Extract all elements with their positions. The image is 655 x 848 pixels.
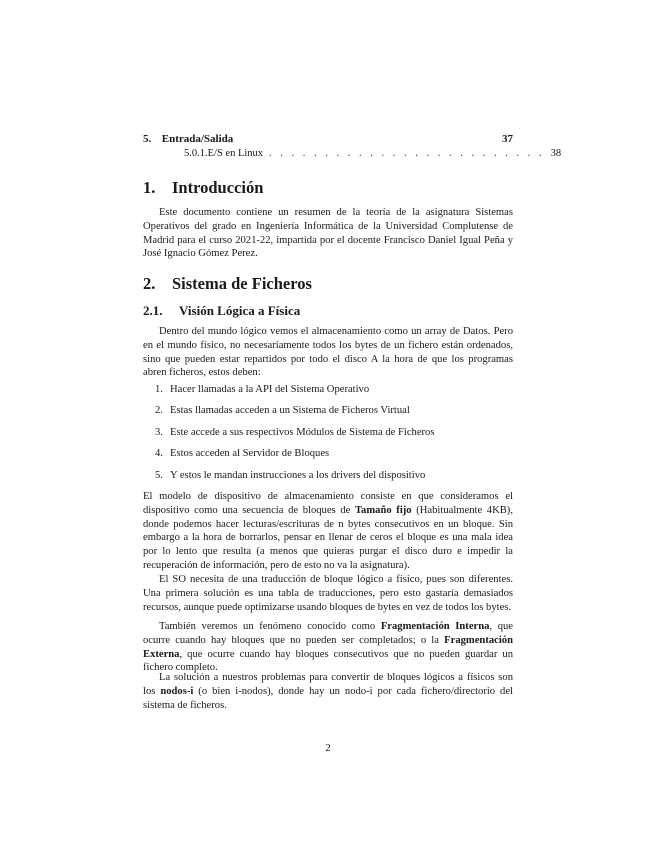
subsection-number: 2.1. (143, 303, 163, 318)
toc-section-title: E/S en Linux (207, 148, 264, 159)
subsection-title: Visión Lógica a Física (179, 303, 301, 318)
section-number: 2. (143, 274, 156, 293)
toc-chapter-number: 5. (143, 133, 152, 145)
page-number: 2 (325, 743, 331, 754)
storage-model-paragraph: El modelo de dispositivo de almacenamiento consiste en que consideramos el dispositivo como una secuencia de bloques de Tamaño fijo (Habitualmente 4KB), donde podemos hacer lecturas/escrituras de n bytes consecutivos en un bloque. Sin embargo a la hora de borrarlos, pensar en llenar de ceros el bloque es una mala idea por lo lento que resulta (a menos que quieras purgar el disco duro e impedir la recuperación de información, pero de esto no va la asignatura). (143, 491, 513, 571)
logical-view-paragraph: Dentro del mundo lógico vemos el almacenamiento como un array de Datos. Pero en el mundo físico, no necesariamente todos los bytes de un fichero están ordenados, sino que pueden estar repartidos por todo el disco A la hora de que los programas abren ficheros, estos deben: (143, 326, 513, 379)
list-item: 2. Estas llamadas acceden a un Sistema de Ficheros Virtual (155, 405, 410, 417)
intro-paragraph: Este documento contiene un resumen de la teoría de la asignatura Sistemas Operativos del grado en Ingeniería Informática de la Universidad Complutense de Madrid para el curso 2021-22, impartida por el docente Francisco Daniel Igual Peña y José Ignacio Gómez Perez. (143, 207, 513, 260)
toc-section-number: 5.0.1. (184, 148, 208, 159)
fragmentation-paragraph: También veremos un fenómeno conocido como Fragmentación Interna, que ocurre cuando hay bloques que no pueden ser completados; o la Fragmentación Externa, que ocurre cuando hay bloques consecutivos que no pueden guardar un fichero completo. (143, 621, 513, 674)
list-item: 5. Y estos le mandan instrucciones a los drivers del dispositivo (155, 469, 426, 481)
list-item: 1. Hacer llamadas a la API del Sistema Operativo (155, 384, 370, 395)
bold-term-tamano-fijo: Tamaño fijo (354, 504, 412, 516)
subsection-heading (143, 303, 300, 319)
section-title: Introducción (172, 178, 264, 197)
section-number: 1. (143, 178, 156, 197)
bold-term-nodos-i: nodos-i (160, 685, 194, 697)
section-heading-sistema-de-ficheros (143, 274, 312, 294)
bold-term-fragmentacion-interna: Fragmentación Interna (380, 621, 490, 632)
steps-list (143, 383, 513, 490)
list-item: 3. Este accede a sus respectivos Módulos de Sistema de Ficheros (155, 426, 435, 438)
toc-leader-dots: . . . . . . . . . . . . . . . . . . . . . . . . . (269, 148, 545, 159)
toc-section-entry[interactable] (143, 148, 562, 159)
toc-chapter-entry[interactable] (143, 133, 513, 145)
toc-chapter-page: 37 (502, 133, 513, 145)
section-heading-introduccion (143, 178, 263, 198)
section-title: Sistema de Ficheros (172, 274, 312, 293)
translation-paragraph: El SO necesita de una traducción de bloque lógico a físico, pues son diferentes. Una primera solución es una tabla de traducciones, pero esto gastaría demasiados recursos, aunque puede optimizarse usando bloques de bytes en vez de todos los bytes. (143, 574, 513, 613)
toc-section-page: 38 (550, 148, 562, 159)
inodes-paragraph: La solución a nuestros problemas para convertir de bloques lógicos a físicos son los nodos-i (o bien i-nodos), donde hay un nodo-i por cada fichero/directorio del sistema de ficheros. (143, 672, 514, 711)
toc-chapter-title: Entrada/Salida (161, 133, 234, 145)
bold-term-fragmentacion-externa: Fragmentación Externa (143, 634, 513, 660)
list-item: 4. Estos acceden al Servidor de Bloques (155, 448, 330, 460)
